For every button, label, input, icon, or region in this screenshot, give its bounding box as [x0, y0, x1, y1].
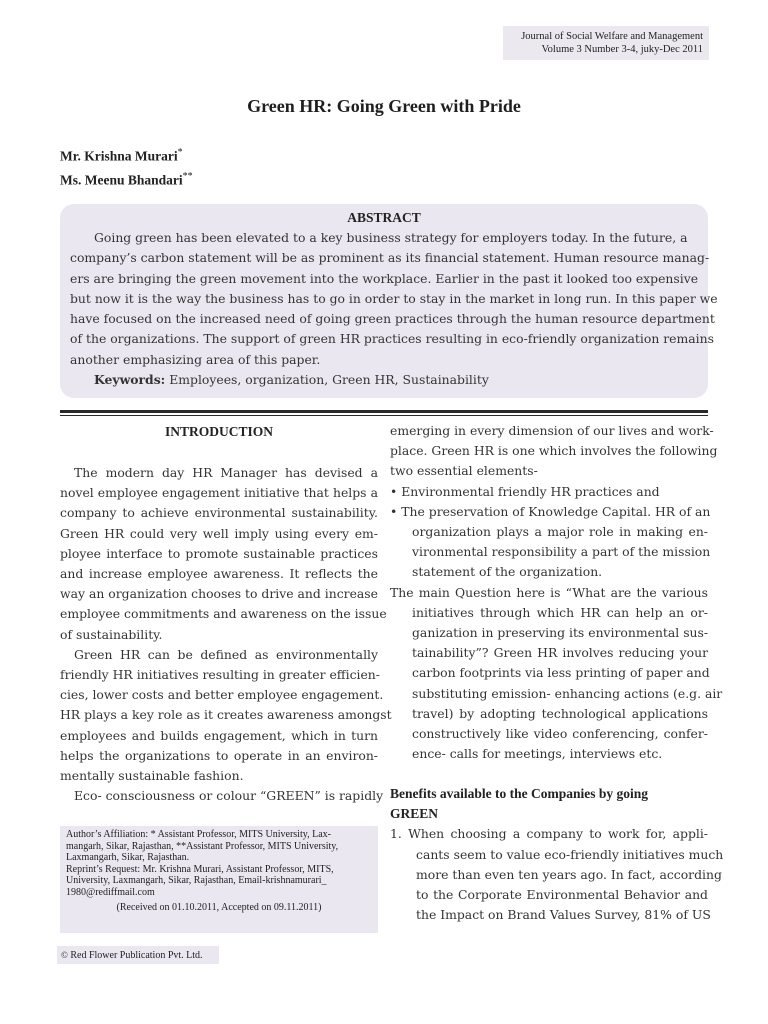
text-line: organization plays a major role in making en- [412, 524, 708, 540]
journal-name: Journal of Social Welfare and Management [521, 31, 703, 42]
text-line: employee commitments and awareness on the issue [60, 606, 387, 622]
text-line: carbon footprints via less printing of paper and [412, 665, 710, 681]
abstract-line: but now it is the way the business has to go in order to stay in the market in long run. In this paper we [70, 290, 718, 306]
text-line: mentally sustainable fashion. [60, 768, 244, 784]
section-divider-thick [60, 410, 708, 413]
text-line: ployee interface to promote sustainable practices [60, 545, 378, 561]
author-2: Ms. Meenu Bhandari** [60, 170, 193, 187]
right-column [390, 421, 724, 925]
intro-paragraph-1 [60, 463, 387, 645]
text-line: way an organization chooses to drive and increase [60, 586, 378, 602]
introduction-heading: INTRODUCTION [164, 424, 273, 439]
keywords-text: Employees, organization, Green HR, Sustainability [169, 372, 489, 388]
text-line: initiatives through which HR can help an or- [412, 604, 708, 620]
paper-title: Green HR: Going Green with Pride [247, 96, 521, 116]
text-line: statement of the organization. [412, 564, 603, 580]
text-line: ganization in preserving its environmental sus- [412, 625, 709, 641]
text-line: Green HR could very well imply using every em- [60, 525, 378, 541]
text-line: travel) by adopting technological applications [412, 705, 708, 721]
text-line: to the Corporate Environmental Behavior and [416, 887, 708, 903]
affiliation-email: 1980@rediffmail.com [66, 886, 155, 898]
section-divider-thin [60, 415, 708, 416]
abstract-line: another emphasizing area of this paper. [70, 351, 321, 367]
abstract-line: of the organizations. The support of green HR practices resulting in eco-friendly organization remains [70, 331, 714, 347]
text-line: place. Green HR is one which involves the following [390, 443, 718, 459]
author-list [60, 143, 193, 190]
text-line: tainability”? Green HR involves reducing your [412, 645, 708, 661]
received-dates: (Received on 01.10.2011, Accepted on 09.11.2011) [116, 902, 322, 913]
text-line: Green HR can be defined as environmentally [74, 646, 378, 662]
text-line: cies, lower costs and better employee engagement. [60, 687, 384, 703]
text-line: The modern day HR Manager has devised a [74, 465, 378, 480]
left-column [60, 421, 392, 806]
text-line: HR plays a key role as it creates awareness amongst [60, 707, 392, 723]
text-line: and increase employee awareness. It reflects the [60, 566, 378, 582]
intro-paragraph-2 [60, 645, 392, 786]
text-line: constructively like video conferencing, confer- [412, 726, 708, 742]
text-line: employees and builds engagement, which in turn [60, 727, 378, 743]
text-line: the Impact on Brand Values Survey, 81% of US [416, 907, 711, 923]
text-line: of sustainability. [60, 626, 163, 642]
abstract-body [70, 228, 718, 390]
abstract-line: ers are bringing the green movement into the workplace. Earlier in the past it looked too expensive [70, 270, 699, 286]
abstract-box [60, 204, 718, 398]
author-affiliation-box [60, 826, 378, 933]
text-line: substituting emission- enhancing actions (e.g. air [412, 685, 723, 701]
affiliation-line: mangarh, Sikar, Rajasthan, **Assistant Professor, MITS University, [66, 840, 339, 852]
text-line: two essential elements- [390, 463, 538, 479]
keywords-line [70, 370, 684, 390]
bullet-item: • The preservation of Knowledge Capital. HR of an [390, 503, 711, 519]
journal-header [503, 26, 709, 60]
copyright-icon: © [61, 950, 68, 960]
bullet-item: • Environmental friendly HR practices and [390, 483, 660, 499]
abstract-heading: ABSTRACT [347, 210, 421, 225]
text-line: company to achieve environmental sustainability. [60, 505, 378, 521]
abstract-line: Going green has been elevated to a key business strategy for employers today. In the future, a [94, 230, 688, 245]
author-1: Mr. Krishna Murari* [60, 147, 183, 164]
affiliation-line: Author’s Affiliation: * Assistant Professor, MITS University, Lax- [66, 829, 331, 840]
publisher-footer [57, 946, 219, 964]
benefits-heading: Benefits available to the Companies by going GREEN [390, 786, 649, 822]
publisher-name: Red Flower Publication Pvt. Ltd. [70, 950, 203, 961]
text-line: helps the organizations to operate in an environ- [60, 747, 378, 763]
abstract-line: company’s carbon statement will be as prominent as its financial statement. Human resource manag- [70, 250, 710, 266]
keywords-label: Keywords: [94, 372, 166, 388]
text-line: emerging in every dimension of our lives and work- [390, 423, 714, 438]
text-line: novel employee engagement initiative that helps a [60, 485, 378, 501]
text-line: cants seem to value eco-friendly initiatives much [416, 846, 724, 862]
abstract-line: have focused on the increased need of going green practices through the human resource department [70, 311, 715, 327]
affiliation-line: Reprint’s Request: Mr. Krishna Murari, Assistant Professor, MITS, [66, 863, 334, 875]
affiliation-line: Laxmangarh, Sikar, Rajasthan. [66, 852, 190, 863]
numbered-item: 1. When choosing a company to work for, appli- [390, 826, 708, 842]
text-line: vironmental responsibility a part of the mission [412, 544, 711, 560]
text-line: ence- calls for meetings, interviews etc. [412, 746, 663, 762]
affiliation-line: University, Laxmangarh, Sikar, Rajasthan, Email-krishnamurari_ [66, 875, 327, 886]
text-line: Eco- consciousness or colour “GREEN” is rapidly [74, 788, 384, 804]
text-line: friendly HR initiatives resulting in greater efficien- [60, 667, 380, 683]
text-line: The main Question here is “What are the various [390, 584, 708, 600]
intro-paragraph-3 [60, 786, 384, 806]
journal-issue: Volume 3 Number 3-4, juky-Dec 2011 [541, 44, 703, 55]
text-line: more than even ten years ago. In fact, according [416, 866, 722, 882]
